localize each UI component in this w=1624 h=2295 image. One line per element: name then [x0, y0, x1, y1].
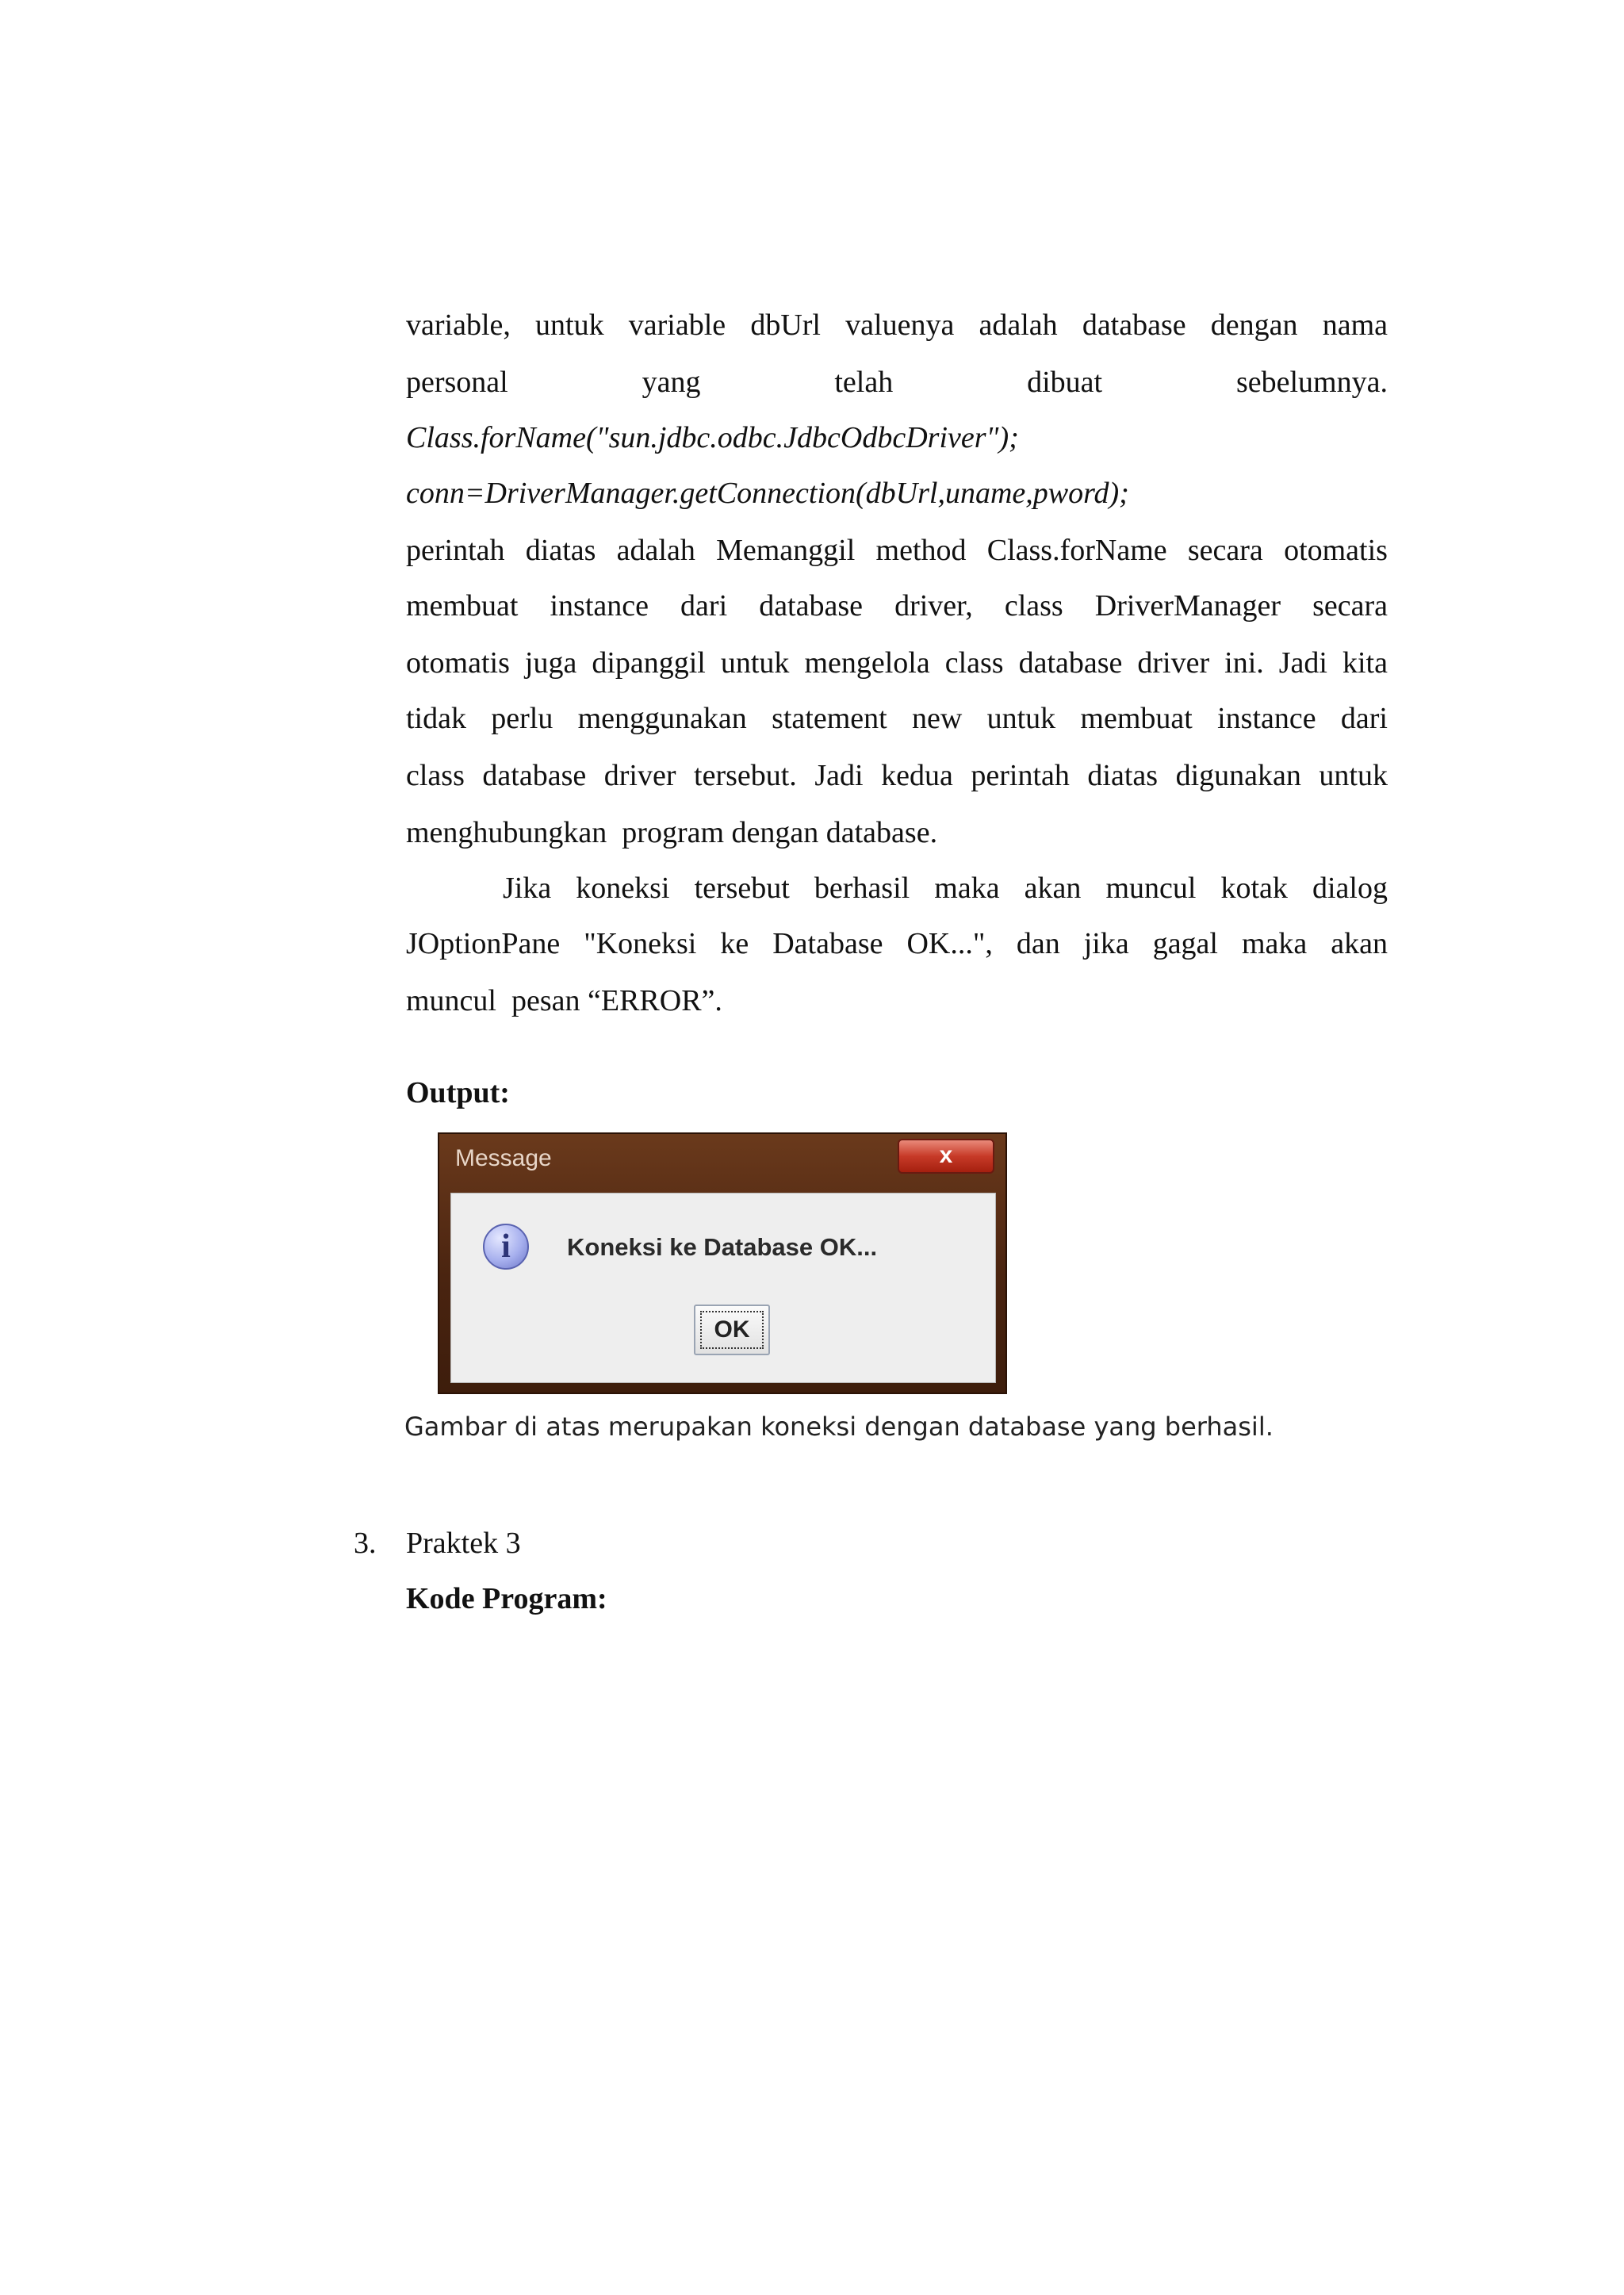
figure-caption: Gambar di atas merupakan koneksi dengan database yang berhasil.: [404, 1412, 1274, 1442]
paragraph2-line4: tidak perlu menggunakan statement new untuk membuat instance dari: [406, 702, 1388, 735]
dialog-title: Message: [455, 1145, 552, 1171]
paragraph1-line1: variable, untuk variable dbUrl valuenya adalah database dengan nama: [406, 308, 1388, 342]
dialog-message: Koneksi ke Database OK...: [567, 1233, 878, 1261]
code-line-2: conn=DriverManager.getConnection(dbUrl,uname,pword);: [406, 477, 1129, 510]
close-icon: x: [939, 1142, 953, 1168]
ok-button[interactable]: [694, 1305, 770, 1355]
paragraph2-line6: menghubungkan program dengan database.: [406, 816, 938, 849]
code-program-heading: Kode Program:: [406, 1582, 607, 1615]
close-button[interactable]: [898, 1139, 994, 1174]
info-icon: i: [483, 1224, 529, 1270]
message-dialog-screenshot: [438, 1132, 1007, 1394]
paragraph2-line5: class database driver tersebut. Jadi kedua perintah diatas digunakan untuk: [406, 759, 1388, 792]
paragraph3-line1: Jika koneksi tersebut berhasil maka akan muncul kotak dialog: [503, 872, 1388, 905]
list-item-title: Praktek 3: [406, 1527, 521, 1560]
paragraph3-line3: muncul pesan “ERROR”.: [406, 984, 722, 1017]
output-heading: Output:: [406, 1076, 510, 1109]
paragraph2-line3: otomatis juga dipanggil untuk mengelola class database driver ini. Jadi kita: [406, 646, 1388, 680]
code-line-1: Class.forName("sun.jdbc.odbc.JdbcOdbcDriver");: [406, 421, 1019, 454]
paragraph2-line2: membuat instance dari database driver, class DriverManager secara: [406, 589, 1388, 623]
paragraph3-line2: JOptionPane "Koneksi ke Database OK...", dan jika gagal maka akan: [406, 927, 1388, 960]
paragraph1-line2: personal yang telah dibuat sebelumnya.: [406, 366, 1388, 399]
paragraph2-line1: perintah diatas adalah Memanggil method Class.forName secara otomatis: [406, 534, 1388, 567]
list-number: 3.: [354, 1527, 377, 1560]
dialog-body: [450, 1193, 996, 1383]
ok-button-label: OK: [700, 1311, 764, 1349]
